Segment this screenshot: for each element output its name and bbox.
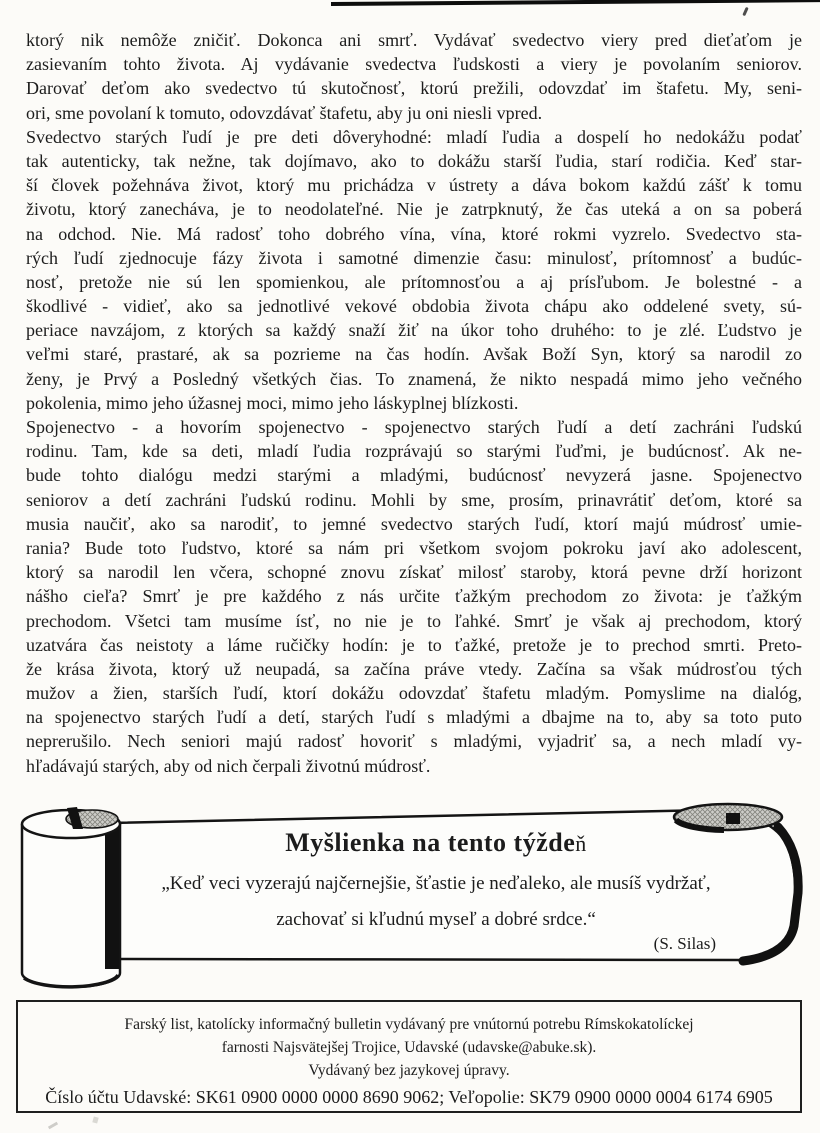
text-line: seniorov a detí zachráni ľudskú rodinu. Mohli by sme, prosím, prinavrátiť deťom, ktoré sa: [26, 489, 802, 510]
banner-title-main: Myšlienka na tento týžde: [285, 828, 576, 857]
text-line: na spojenectvo starých ľudí a detí, starých ľudí s mladými a dbajme na to, aby sa toto puto: [26, 707, 802, 728]
scan-speck: [92, 1116, 98, 1123]
footer-box: [16, 1000, 802, 1113]
text-line: bude tohto dialógu medzi starými a mladými, budúcnosť nevyzerá jasne. Spojenectvo: [26, 465, 802, 486]
text-line: rých ľudí zjednocuje fázy života i samotné dimenzie času: minulosť, prítomnosť a budúc-: [26, 247, 802, 268]
scan-artifact-line: [331, 0, 820, 6]
text-line: škodlivé - vidieť, ako sa jednotlivé vekové obdobia života chápu ako oddelené svety, sú-: [26, 296, 802, 317]
quote-attribution: (S. Silas): [653, 934, 716, 953]
footer-line: farnosti Najsvätejšej Trojice, Udavské (udavske@abuke.sk).: [221, 1039, 597, 1056]
text-line: pokolenia, mimo jeho úžasnej moci, mimo jeho láskyplnej blízkosti.: [26, 392, 519, 413]
text-line: prechodom. Všetci tam musíme ísť, no nie je to ľahké. Smrť je však aj prechodom, ktorý: [26, 610, 802, 631]
text-line: ší človek požehnáva život, ktorý mu prichádza v ústrety a dáva bokom každú zášť k tomu: [26, 175, 802, 196]
text-line: ori, sme povolaní k tomuto, odovzdávať štafetu, aby ju oni niesli vpred.: [26, 102, 543, 123]
text-line: rania? Bude toto ľudstvo, ktoré sa nám pri všetkom svojom pokroku javí ako adolescent,: [26, 537, 802, 558]
thought-of-week-banner: [10, 797, 808, 995]
text-line: Darovať deťom ako svedectvo tú skutočnosť, ktorú prežili, odovzdať im štafetu. My, seni-: [26, 78, 802, 99]
text-line: veľmi staré, prastaré, ak sa pozrieme na čas hodín. Avšak Boží Syn, ktorý sa narodil zo: [26, 344, 802, 365]
text-line: rodinu. Tam, kde sa deti, mladí ľudia rozprávajú so starými ľuďmi, je budúcnosť. Ak ne-: [26, 441, 802, 462]
text-line: na odchod. Nie. Má radosť toho dobrého vína, vína, ktoré rokmi vyzrelo. Svedectvo sta-: [26, 223, 802, 244]
text-line: tak autenticky, tak nežne, tak dojímavo, ako to dokážu starší ľudia, starí rodičia. Keď star-: [26, 150, 802, 171]
text-line: ktorý sa narodil len včera, schopné znovu získať milosť staroby, ktorá pevne drží horizont: [26, 562, 802, 583]
account-line: Číslo účtu Udavské: SK61 0900 0000 0000 8690 9062; Veľopolie: SK79 0900 0000 0004 6174 6905: [45, 1087, 773, 1107]
text-line: životu, ktorý zanecháva, je to neodolateľné. Nie je zatrpknutý, že čas uteká a on sa poberá: [26, 199, 802, 220]
text-line: zasievaním tohto života. Aj vydávanie svedectva ľudskosti a viery je povolaním seniorov.: [26, 54, 802, 75]
quote-line-1: „Keď veci vyzerajú najčernejšie, šťastie je neďaleko, ale musíš vydržať,: [161, 873, 711, 894]
banner-text-area: [122, 797, 750, 995]
text-line: periace navzájom, z ktorých sa každý snaží žiť na úkor toho druhého: to je zlé. Ľudstvo je: [26, 320, 802, 341]
text-line: hľadávajú starých, aby od nich čerpali životnú múdrosť.: [26, 755, 431, 776]
scan-speck: [48, 1122, 58, 1130]
text-line: že krása života, ktorý už neupadá, sa začína práve vtedy. Začína sa však múdrosťou tých: [26, 658, 802, 679]
quote-line-2: zachovať si kľudnú myseľ a dobré srdce.“: [276, 909, 596, 930]
banner-title-tail: ň: [575, 831, 587, 856]
text-line: mužov a žien, starších ľudí, ktorí dokážu odovzdať štafetu mladým. Pomyslime na dialóg,: [26, 683, 802, 704]
footer-line: Farský list, katolícky informačný bulletin vydávaný pre vnútornú potrebu Rímskokatolíckej: [124, 1016, 694, 1033]
text-line: neprerušilo. Nech seniori majú radosť hovoriť s mladými, vyjadriť sa, a nech mladí vy-: [26, 731, 802, 752]
text-line: uzatvára čas neistoty a láme ručičky hodín: je to ťažké, pretože je to prechod smrti. Preto-: [26, 634, 802, 655]
scan-artifact-mark: [742, 7, 748, 16]
text-line: nosť, pretože nie sú len spomienkou, ale prítomnosťou a aj prísľubom. Je bolestné - a: [26, 271, 802, 292]
text-line: ktorý nik nemôže zničiť. Dokonca ani smrť. Vydávať svedectvo viery pred dieťaťom je: [26, 30, 802, 50]
banner-title: [122, 828, 750, 858]
text-line: Spojenectvo - a hovorím spojenectvo - spojenectvo starých ľudí a detí zachráni ľudskú: [26, 417, 802, 437]
text-line: musia naučiť, ako sa narodiť, to jemné svedectvo starých ľudí, ktorí majú múdrosť umie-: [26, 513, 802, 534]
footer-line: Vydávaný bez jazykovej úpravy.: [308, 1062, 510, 1079]
text-line: ženy, je Prvý a Posledný všetkých čias. To znamená, že nikto nespadá mimo jeho večného: [26, 368, 802, 389]
body-text: [26, 28, 802, 778]
text-line: nášho cieľa? Smrť je pre každého z nás určite ťažkým prechodom zo života: je ťažkým: [26, 586, 802, 607]
text-line: Svedectvo starých ľudí je pre deti dôveryhodné: mladí ľudia a dospelí ho nedokážu podať: [26, 126, 802, 147]
